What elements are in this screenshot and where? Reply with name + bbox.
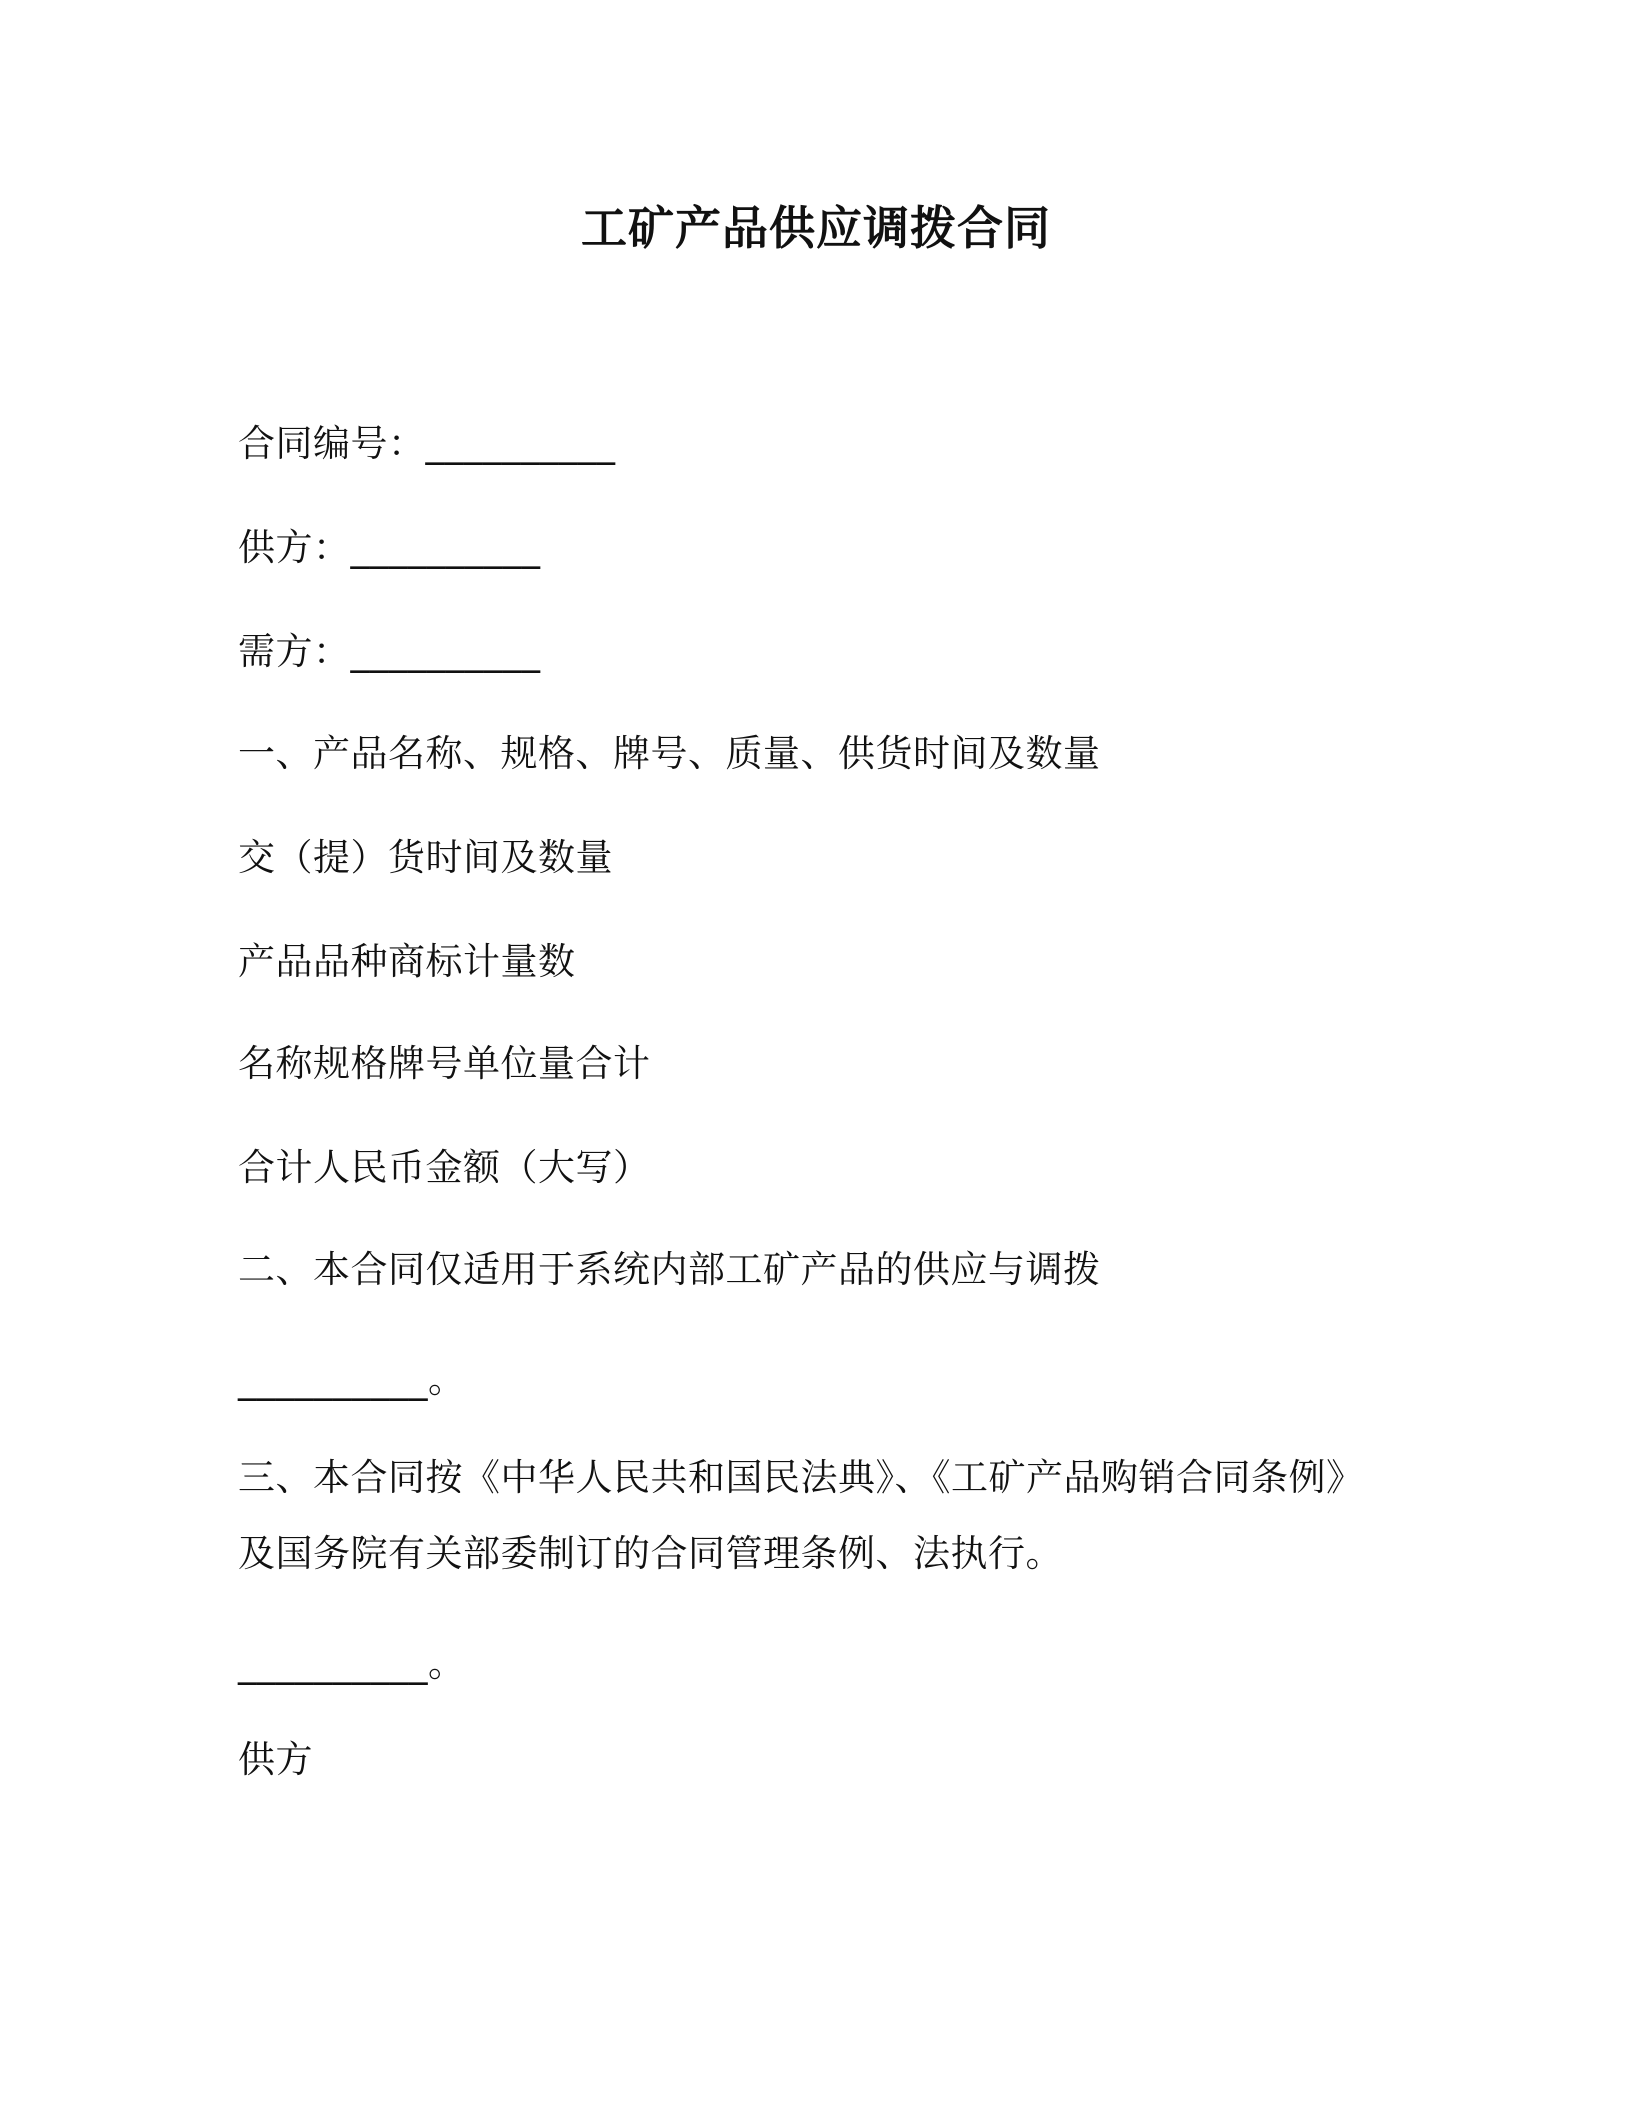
document-title: 工矿产品供应调拨合同 (581, 201, 1051, 255)
delivery-time-line: 交（提）货时间及数量 (238, 836, 613, 879)
section-2-text: 二、本合同仅适用于系统内部工矿产品的供应与调拨 (238, 1248, 1101, 1291)
table-header-line-2: 名称规格牌号单位量合计 (238, 1042, 651, 1085)
section-1-heading: 一、产品名称、规格、牌号、质量、供货时间及数量 (238, 732, 1101, 775)
blank-line-1: __________。 (238, 1358, 466, 1401)
blank-line-2: __________。 (238, 1642, 466, 1685)
section-3-line-2: 及国务院有关部委制订的合同管理条例、法执行。 (238, 1532, 1063, 1575)
supplier-signature-label: 供方 (238, 1738, 313, 1781)
contract-number-line: 合同编号：__________ (238, 422, 616, 465)
section-3-line-1: 三、本合同按《中华人民共和国民法典》、《工矿产品购销合同条例》 (238, 1456, 1364, 1499)
table-header-line-1: 产品品种商标计量数 (238, 940, 576, 983)
supplier-line: 供方：__________ (238, 526, 541, 569)
buyer-line: 需方：__________ (238, 630, 541, 673)
total-amount-line: 合计人民币金额（大写） (238, 1146, 651, 1189)
